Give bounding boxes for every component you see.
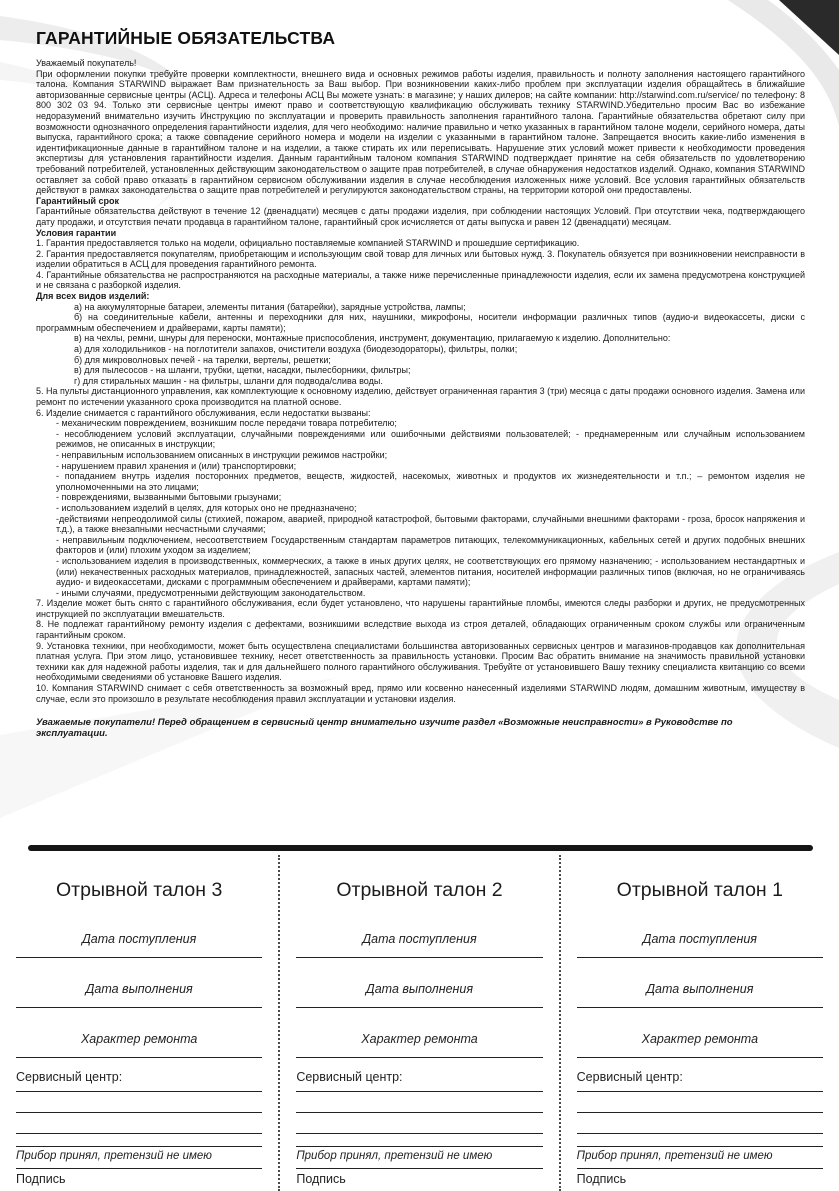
text-block: 6. Изделие снимается с гарантийного обслуживания, если недостатки вызваны: [36,407,371,418]
write-in-line [577,1133,823,1134]
write-in-line [577,1112,823,1113]
write-in-line [16,1133,262,1134]
text-block: - использованием изделия в производственных, коммерческих, а также в иных других целях, не соответствующих его прямому назначению; - использованием нестандартных и (или) некачественных расходных материалов, принадлежностей, запасных частей, элементов питания, носителей информации различных типов (включая, но не ограничиваясь аудио- и видеокассетами, дисками с программным обеспечением и драйверами, картами памяти); [56,555,805,588]
coupon-title: Отрывной талон 2 [336,879,503,901]
text-block: - неправильным использованием описанных в инструкции режимов настройки; [56,449,388,460]
field-date-received: Дата поступления [296,932,542,958]
text-block: При оформлении покупки требуйте проверки комплектности, внешнего вида и основных режимов работы изделия, правильность и полноту заполнения настоящего гарантийного талона. Компания STARWIND выражает Вам признательность за Ваш выбор. При возникновении каких-либо проблем при эксплуатации изделия обращайтесь в ближайшие авторизованные сервисные центры (АСЦ). Адреса и телефоны АСЦ Вы можете узнать: в магазине; у наших дилеров; на сайте компании: http://starwind.com.ru/service/ по телефону: 8 800 302 03 94. Только эти сервисные центры имеют право и соответствующую квалификацию обслуживать технику STARWIND.Убедительно просим Вас во избежание недоразумений внимательно изучить Инструкцию по эксплуатации и проверить правильность заполнения гарантийного талона. Гарантийные обязательства обретают силу при возможности однозначного определения гарантийности изделия, для чего необходимо: наличие правильно и четко указанных в гарантийном талоне модели, серийного номера, даты выпуска, гарантийного срока; а также совпадение серийного номера и модели на изделии с указанными в гарантийном талоне. Запрещается вносить какие-либо изменения в идентификационные данные в гарантийном талоне и на изделии, а также стирать их или переписывать. Нарушение этих условий может привести к необходимости проведения экспертизы для установления гарантийности изделия. Данным гарантийным талоном компания STARWIND подтверждает принятие на себя обязательств по удовлетворению требований потребителей, установленных действующим законодательством о защите прав потребителей, в случае обнаружения недостатков изделий. Однако, компания STARWIND оставляет за собой право отказать в гарантийном сервисном обслуживании изделия в случае несоблюдения изложенных ниже условий. Все условия гарантийных обязательств действуют в рамках законодательства о защите прав потребителей и регулируются законодательством страны, на территории которой они предоставлены. [36,68,805,196]
field-date-completed: Дата выполнения [296,982,542,1008]
coupon-column-3 [0,855,278,1191]
text-block: - неправильным подключением, несоответствием Государственным стандартам параметров питающих, телекоммуникационных, кабельных сетей и других подобных внешних факторов и (или) плохим уходом за изделием; [56,534,805,556]
text-block: - нарушением правил хранения и (или) транспортировки; [56,460,297,471]
text-block: 10. Компания STARWIND снимает с себя ответственность за возможный вред, прямо или косвенно нанесенный изделиями STARWIND людям, домашним животным, имуществу в случае, если это произошло в результате несоблюдения правил эксплуатации и установки изделия. [36,683,805,704]
text-block: а) на аккумуляторные батареи, элементы питания (батарейки), зарядные устройства, лампы; [74,301,466,312]
coupon-column-1 [559,855,839,1191]
text-block: Уважаемый покупатель! [36,58,137,68]
field-accepted: Прибор принял, претензий не имею [577,1146,823,1162]
field-repair-nature: Характер ремонта [296,1032,542,1058]
field-signature: Подпись [16,1168,262,1186]
text-block: а) для холодильников - на поглотители запахов, очистители воздуха (биодезодораторы), фильтры, полки; [74,344,518,355]
text-block: 8. Не подлежат гарантийному ремонту изделия с дефектами, возникшими вследствие выхода из строя деталей, обладающих ограниченным сроком службы или ограниченным гарантийным сроком. [36,619,805,641]
text-block: 2. Гарантия предоставляется покупателям, приобретающим и использующим свой товар для личных или бытовых нужд. 3. Покупатель обязуется при возникновении неисправности в изделии обратиться в АСЦ для проведения гарантийного ремонта. [36,248,805,270]
coupon-title: Отрывной талон 1 [616,879,783,901]
text-block: 7. Изделие может быть снято с гарантийного обслуживания, если будет установлено, что нарушены гарантийные пломбы, имеются следы разборки и других, не предусмотренных инструкцией по эксплуатации вмешательств. [36,598,805,619]
text-block: Для всех видов изделий: [36,291,150,302]
text-block: -действиями непреодолимой силы (стихией, пожаром, аварией, природной катастрофой, бытовыми факторами, случайными внешними факторами - гроза, бросок напряжения и т.д.), а также внезапными несчастными случаями; [56,513,805,535]
text-block: 5. На пульты дистанционного управления, как комплектующие к основному изделию, действует ограниченная гарантия 3 (три) месяца с даты продажи основного изделия. Замена или ремонт по истечении указанного срока производится на платной основе. [36,386,805,407]
tear-off-bar [28,845,813,851]
footer-note: Уважаемые покупатели! Перед обращением в сервисный центр внимательно изучите раздел «Возможные неисправности» в Руководстве по эксплуатации. [36,717,733,740]
text-block: Условия гарантии [36,227,117,238]
text-block: 4. Гарантийные обязательства не распространяются на расходные материалы, а также ниже перечисленные принадлежности изделия, если их замена предусмотрена конструкцией и не связана с разборкой изделия. [36,269,805,291]
text-block: Гарантийные обязательства действуют в течение 12 (двенадцати) месяцев с даты продажи изделия, при соблюдении настоящих Условий. При отсутствии чека, подтверждающего дату продажи, и отсутствия печати продавца в гарантийном талоне, гарантийный срок исчисляется от даты выпуска и равен 12 (двенадцати) месяцам. [36,206,805,227]
write-in-line [296,1133,542,1134]
field-service-center: Сервисный центр: [16,1070,262,1092]
field-date-completed: Дата выполнения [16,982,262,1008]
coupon-column-2 [278,855,558,1191]
text-block: - механическим повреждением, возникшим после передачи товара потребителю; [56,418,397,429]
coupons-section [0,855,839,1191]
text-block: б) для микроволновых печей - на тарелки, вертелы, решетки; [74,354,331,365]
page-title: ГАРАНТИЙНЫЕ ОБЯЗАТЕЛЬСТВА [36,28,336,48]
field-signature: Подпись [577,1168,823,1186]
field-date-completed: Дата выполнения [577,982,823,1008]
field-service-center: Сервисный центр: [577,1070,823,1092]
field-accepted: Прибор принял, претензий не имею [296,1146,542,1162]
field-signature: Подпись [296,1168,542,1186]
text-block: в) для пылесосов - на шланги, трубки, щетки, насадки, пылесборники, фильтры; [74,365,411,376]
text-block: - использованием изделий в целях, для которых оно не предназначено; [56,502,357,513]
text-block: - иными случаями, предусмотренными действующим законодательством. [56,587,366,598]
coupon-title: Отрывной талон 3 [56,879,223,901]
field-date-received: Дата поступления [16,932,262,958]
text-block: 1. Гарантия предоставляется только на модели, официально поставляемые компанией STARWIND и прошедшие сертификацию. [36,238,580,249]
field-repair-nature: Характер ремонта [577,1032,823,1058]
field-service-center: Сервисный центр: [296,1070,542,1092]
text-block: - попаданием внутрь изделия посторонних предметов, веществ, жидкостей, насекомых, животных и продуктов их жизнедеятельности и т.п.; – ремонтом изделия не уполномоченными на это лицами; [56,471,805,492]
text-block: - повреждениями, вызванными бытовыми грызунами; [56,492,282,503]
field-repair-nature: Характер ремонта [16,1032,262,1058]
text-block: 9. Установка техники, при необходимости, может быть осуществлена специалистами большинства авторизованных сервисных центров и магазинов-продавцов как дополнительная платная услуга. При этом лицо, установившее технику, несет ответственность за правильность установки. Просим Вас обратить внимание на значимость правильной установки техники как для надежной работы изделия, так и для дальнейшего полного гарантийного обслуживания. Требуйте от установившего Вашу технику специалиста квитанцию со всеми необходимыми сведениями об установке Вашего изделия. [36,640,805,683]
text-block: г) для стиральных машин - на фильтры, шланги для подвода/слива воды. [74,375,383,386]
field-accepted: Прибор принял, претензий не имею [16,1146,262,1162]
text-block: - несоблюдением условий эксплуатации, случайными повреждениями или ошибочными действиями пользователей; - преднамеренным или случайным использованием режимов, не описанных в инструкции; [56,428,805,450]
text-block: Гарантийный срок [36,195,120,206]
text-block: в) на чехлы, ремни, шнуры для переноски, монтажные приспособления, инструмент, документацию, прилагаемую к изделию. Дополнительно: [74,333,671,344]
field-date-received: Дата поступления [577,932,823,958]
write-in-line [296,1112,542,1113]
write-in-line [16,1112,262,1113]
warranty-text-blocks [36,58,805,704]
text-block: б) на соединительные кабели, антенны и переходники для них, наушники, микрофоны, носители информации различных типов (аудио-и видеокассеты, диски с программным обеспечением и драйверами, карты памяти); [36,312,805,333]
